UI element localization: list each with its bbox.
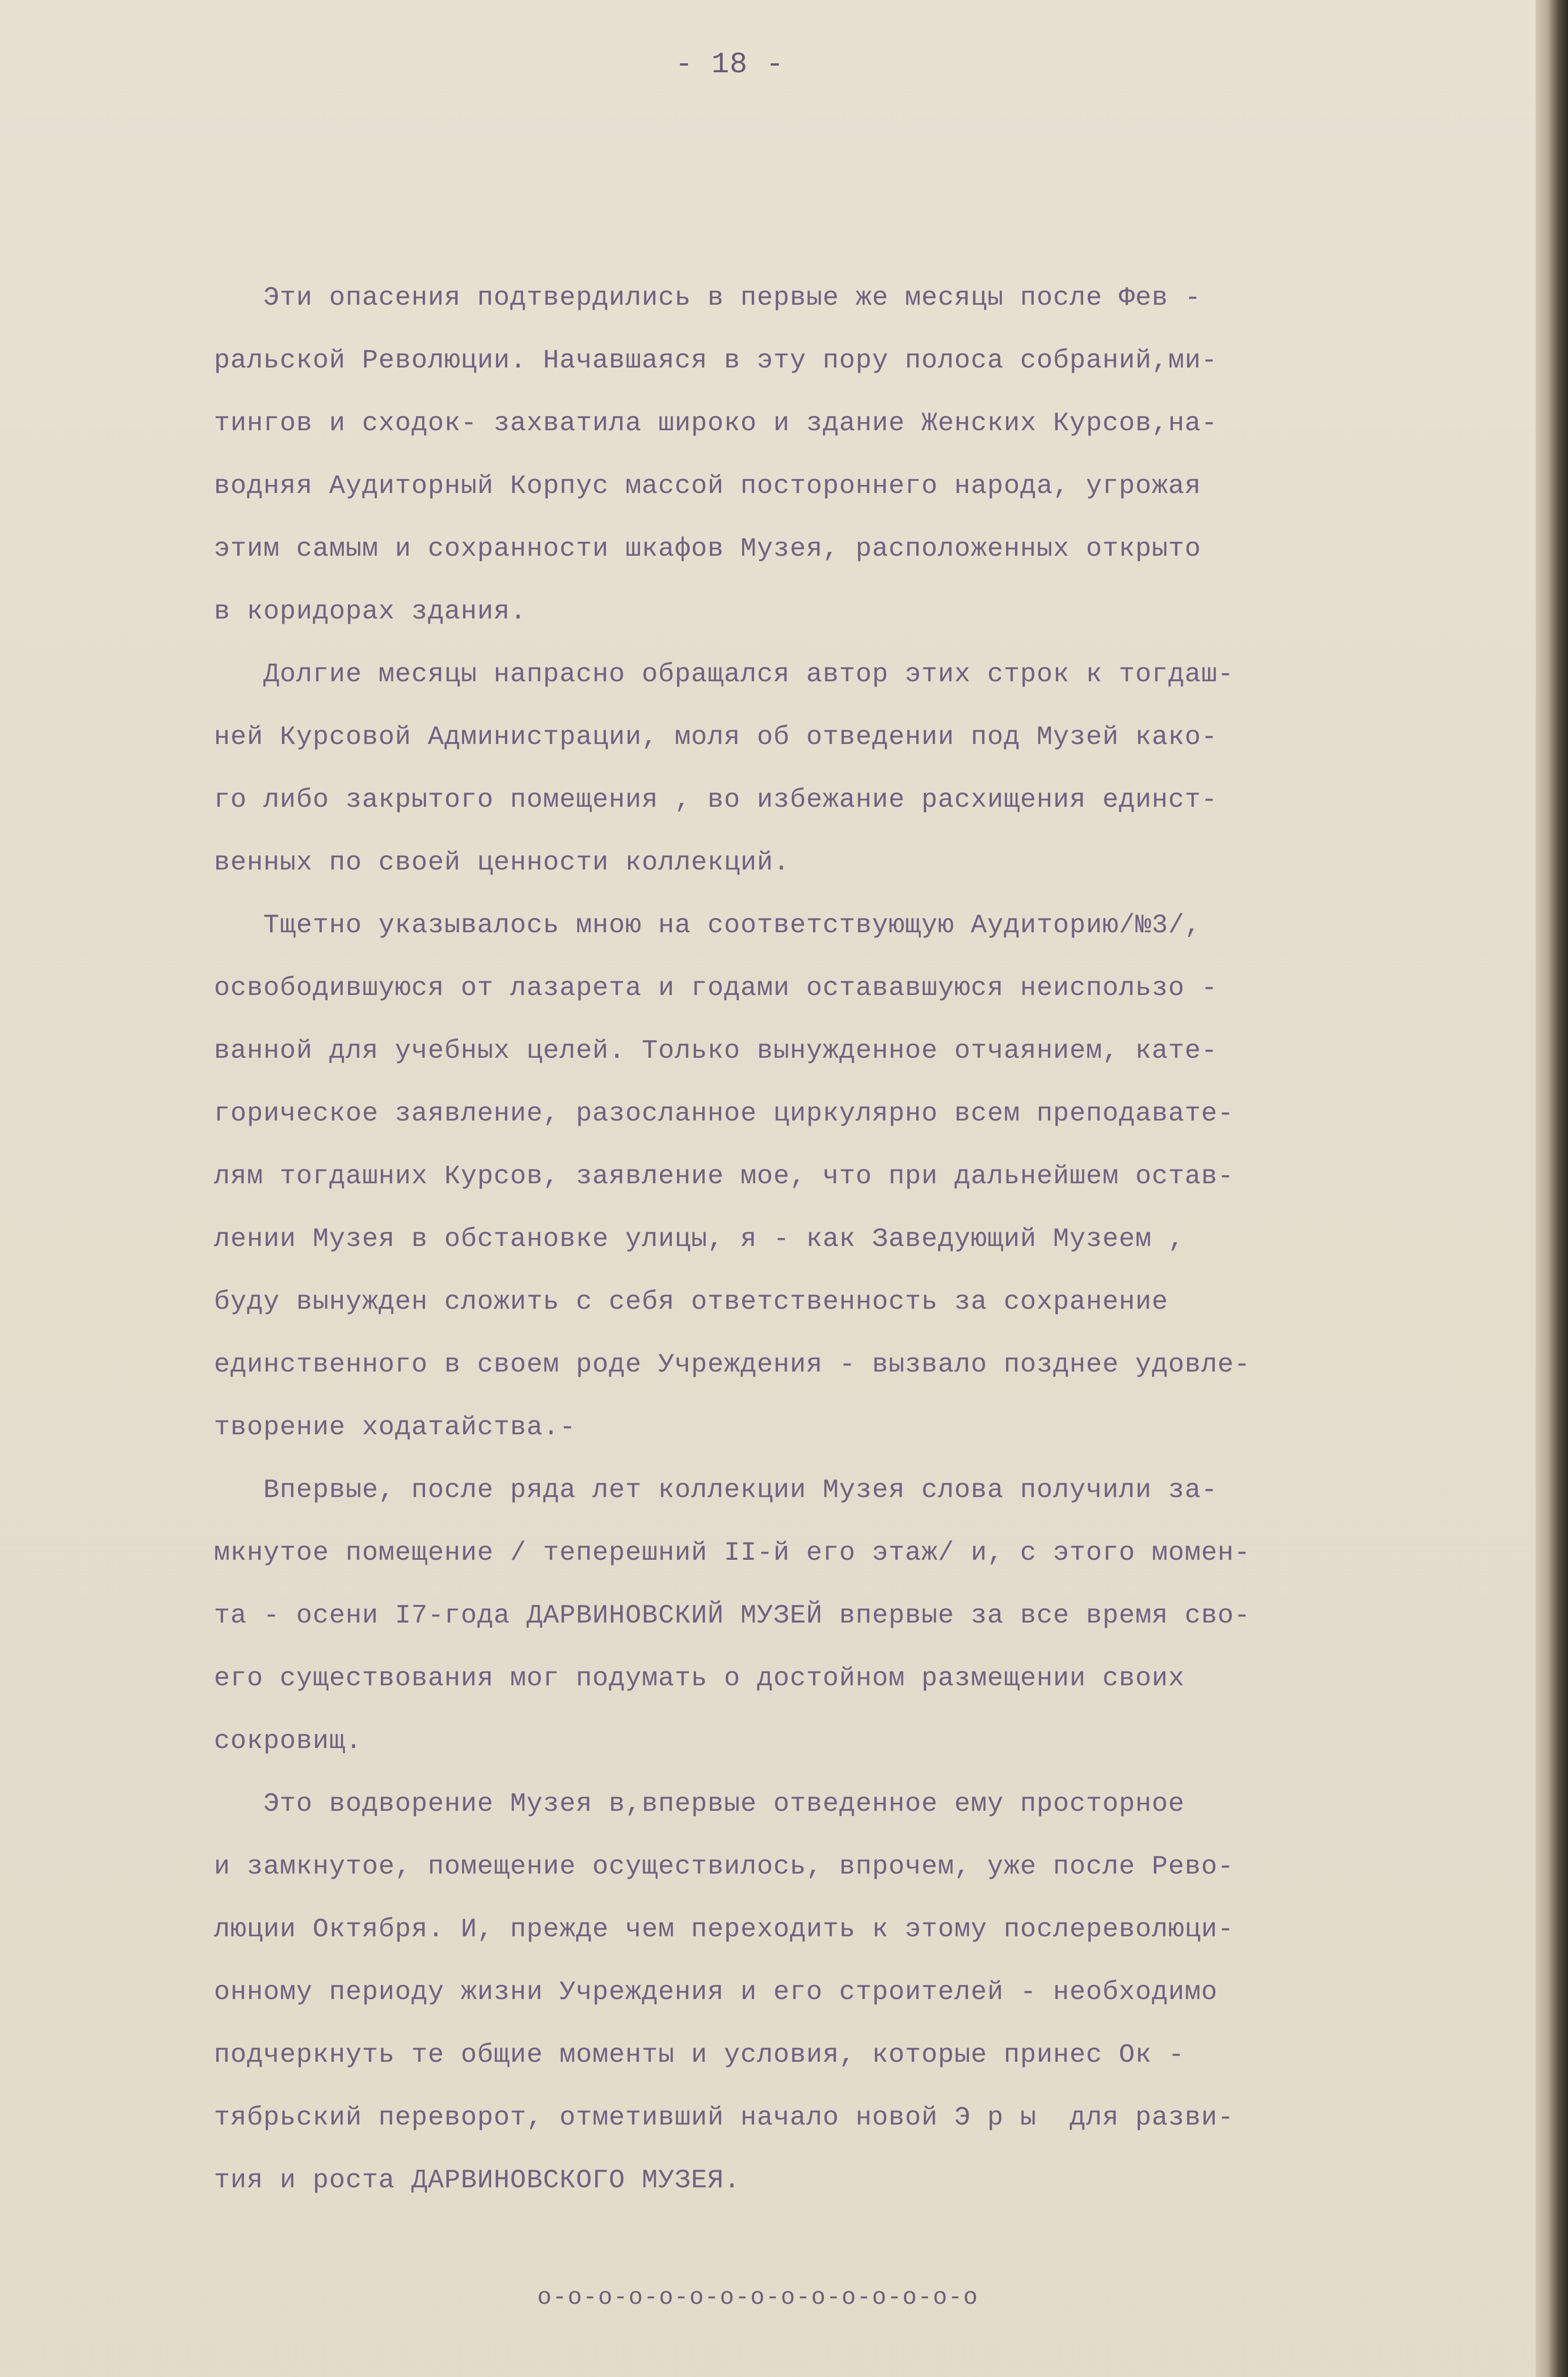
page-number: - 18 - [675,48,784,81]
text-line: сокровищ. [214,1726,362,1756]
text-line: Это водворение Музея в,впервые отведенное ему просторное [214,1788,1185,1819]
text-line: го либо закрытого помещения , во избежание расхищения единст- [214,784,1218,815]
text-line: тябрьский переворот, отметивший начало новой Э р ы для разви- [214,2102,1234,2133]
text-line: венных по своей ценности коллекций. [214,847,790,878]
text-line: горическое заявление, разосланное циркулярно всем преподавате- [214,1098,1234,1129]
text-line: ральской Революции. Начавшаяся в эту пору полоса собраний,ми- [214,345,1218,376]
text-line: буду вынужден сложить с себя ответственность за сохранение [214,1286,1169,1317]
text-line: его существования мог подумать о достойном размещении своих [214,1663,1185,1693]
text-line: Эти опасения подтвердились в первые же месяцы после Фев - [214,282,1201,313]
text-line: Долгие месяцы напрасно обращался автор этих строк к тогдаш- [214,659,1234,689]
text-line: тингов и сходок- захватила широко и здание Женских Курсов,на- [214,408,1218,438]
text-line: лям тогдашних Курсов, заявление мое, что при дальнейшем остав- [214,1161,1234,1191]
text-line: та - осени I7-года ДАРВИНОВСКИЙ МУЗЕЙ впервые за все время сво- [214,1600,1251,1631]
scan-edge-right [1536,0,1568,2377]
text-line: люции Октября. И, прежде чем переходить к этому послереволюци- [214,1914,1234,1944]
text-line: лении Музея в обстановке улицы, я - как Заведующий Музеем , [214,1224,1185,1254]
text-line: освободившуюся от лазарета и годами остававшуюся неиспользо - [214,973,1218,1003]
text-line: ванной для учебных целей. Только вынужденное отчаянием, кате- [214,1035,1218,1066]
text-line: Тщетно указывалось мною на соответствующую Аудиторию/№3/, [214,910,1201,940]
text-line: водняя Аудиторный Корпус массой постороннего народа, угрожая [214,471,1201,501]
text-line: ней Курсовой Администрации, моля об отведении под Музей како- [214,722,1218,752]
text-line: этим самым и сохранности шкафов Музея, расположенных открыто [214,533,1201,564]
text-line: единственного в своем роде Учреждения - вызвало позднее удовле- [214,1349,1251,1380]
body-text [214,266,1250,2212]
section-divider: о-о-о-о-о-о-о-о-о-о-о-о-о-о-о [537,2284,979,2311]
text-line: в коридорах здания. [214,596,527,627]
text-line: тия и роста ДАРВИНОВСКОГО МУЗЕЯ. [214,2165,741,2195]
text-line: подчеркнуть те общие моменты и условия, которые принес Ок - [214,2039,1185,2070]
text-line: и замкнутое, помещение осуществилось, впрочем, уже после Рево- [214,1851,1234,1882]
text-line: Впервые, после ряда лет коллекции Музея слова получили за- [214,1475,1218,1505]
text-line: мкнутое помещение / теперешний II-й его этаж/ и, с этого момен- [214,1537,1251,1568]
text-line: онному периоду жизни Учреждения и его строителей - необходимо [214,1977,1218,2007]
text-line: творение ходатайства.- [214,1412,576,1442]
